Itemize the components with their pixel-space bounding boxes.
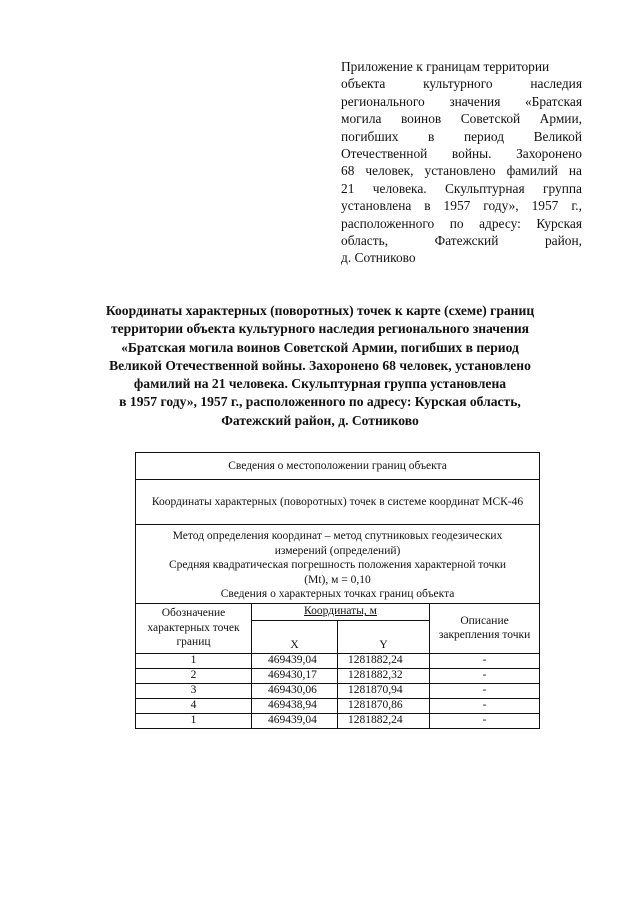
col-x-header: X — [252, 620, 338, 653]
title-line: фамилий на 21 человека. Скульптурная группа установлена — [133, 376, 507, 392]
y-cell: 1281882,32 — [338, 668, 430, 683]
col-y-header: Y — [338, 620, 430, 653]
title-line: «Братская могила воинов Советской Армии, погибших в период — [121, 339, 519, 355]
appendix-line: могила воинов Советской Армии, — [341, 111, 582, 127]
title-line: Великой Отечественной войны. Захоронено 68 человек, установлено — [109, 357, 531, 373]
col-point-header: Обозначение характерных точек границ — [136, 603, 252, 653]
appendix-line: Приложение к границам территории — [341, 59, 550, 74]
desc-cell: - — [430, 713, 540, 728]
method-row — [136, 525, 540, 604]
appendix-line: установлена в 1957 году», 1957 г., — [341, 198, 582, 214]
appendix-line: регионального значения «Братская — [341, 93, 582, 109]
desc-cell: - — [430, 653, 540, 668]
coordinate-system: Координаты характерных (поворотных) точек в системе координат МСК-46 — [136, 480, 540, 525]
x-cell: 469439,04 — [252, 713, 338, 728]
method-cell — [136, 525, 540, 604]
method-line: (Mt), м = 0,10 — [304, 573, 371, 586]
appendix-line: Отечественной войны. Захоронено — [341, 146, 582, 162]
desc-cell: - — [430, 683, 540, 698]
appendix-line: объекта культурного наследия — [341, 76, 582, 92]
table-row — [136, 653, 540, 668]
y-cell: 1281882,24 — [338, 713, 430, 728]
y-cell: 1281870,86 — [338, 698, 430, 713]
appendix-line: расположенного по адресу: Курская — [341, 215, 582, 231]
table-row — [136, 683, 540, 698]
appendix-line: 68 человек, установлено фамилий на — [341, 163, 582, 179]
title-line: Координаты характерных (поворотных) точек к карте (схеме) границ — [105, 303, 535, 318]
coordinate-system-row — [136, 480, 540, 525]
column-header-row — [136, 603, 540, 620]
point-cell: 3 — [136, 683, 252, 698]
point-cell: 4 — [136, 698, 252, 713]
x-cell: 469430,17 — [252, 668, 338, 683]
table-row — [136, 668, 540, 683]
table-header-row — [136, 453, 540, 480]
desc-cell: - — [430, 698, 540, 713]
appendix-line: погибших в период Великой — [341, 128, 582, 144]
table-header: Сведения о местоположении границ объекта — [136, 453, 540, 480]
method-line: Сведения о характерных точках границ объекта — [220, 588, 455, 600]
coordinates-table — [135, 452, 540, 729]
method-line: Средняя квадратическая погрешность положения характерной точки — [168, 559, 507, 571]
col-desc-header: Описание закрепления точки — [430, 603, 540, 653]
document-title — [60, 302, 580, 430]
appendix-line: д. Сотниково — [341, 250, 416, 266]
method-line: измерений (определений) — [274, 544, 401, 557]
appendix-note — [341, 58, 582, 267]
y-cell: 1281882,24 — [338, 653, 430, 668]
x-cell: 469439,04 — [252, 653, 338, 668]
title-line: в 1957 году», 1957 г., расположенного по адресу: Курская область, — [119, 394, 521, 410]
x-cell: 469430,06 — [252, 683, 338, 698]
desc-cell: - — [430, 668, 540, 683]
col-coords-header: Координаты, м — [252, 603, 430, 620]
point-cell: 1 — [136, 653, 252, 668]
appendix-line: область, Фатежский район, — [341, 233, 582, 249]
table-row — [136, 698, 540, 713]
title-line: Фатежский район, д. Сотниково — [221, 412, 419, 428]
point-cell: 2 — [136, 668, 252, 683]
appendix-line: 21 человека. Скульптурная группа — [341, 180, 582, 196]
point-cell: 1 — [136, 713, 252, 728]
title-line: территории объекта культурного наследия регионального значения — [110, 321, 530, 337]
y-cell: 1281870,94 — [338, 683, 430, 698]
x-cell: 469438,94 — [252, 698, 338, 713]
table-row — [136, 713, 540, 728]
method-line: Метод определения координат – метод спутниковых геодезических — [172, 530, 503, 542]
